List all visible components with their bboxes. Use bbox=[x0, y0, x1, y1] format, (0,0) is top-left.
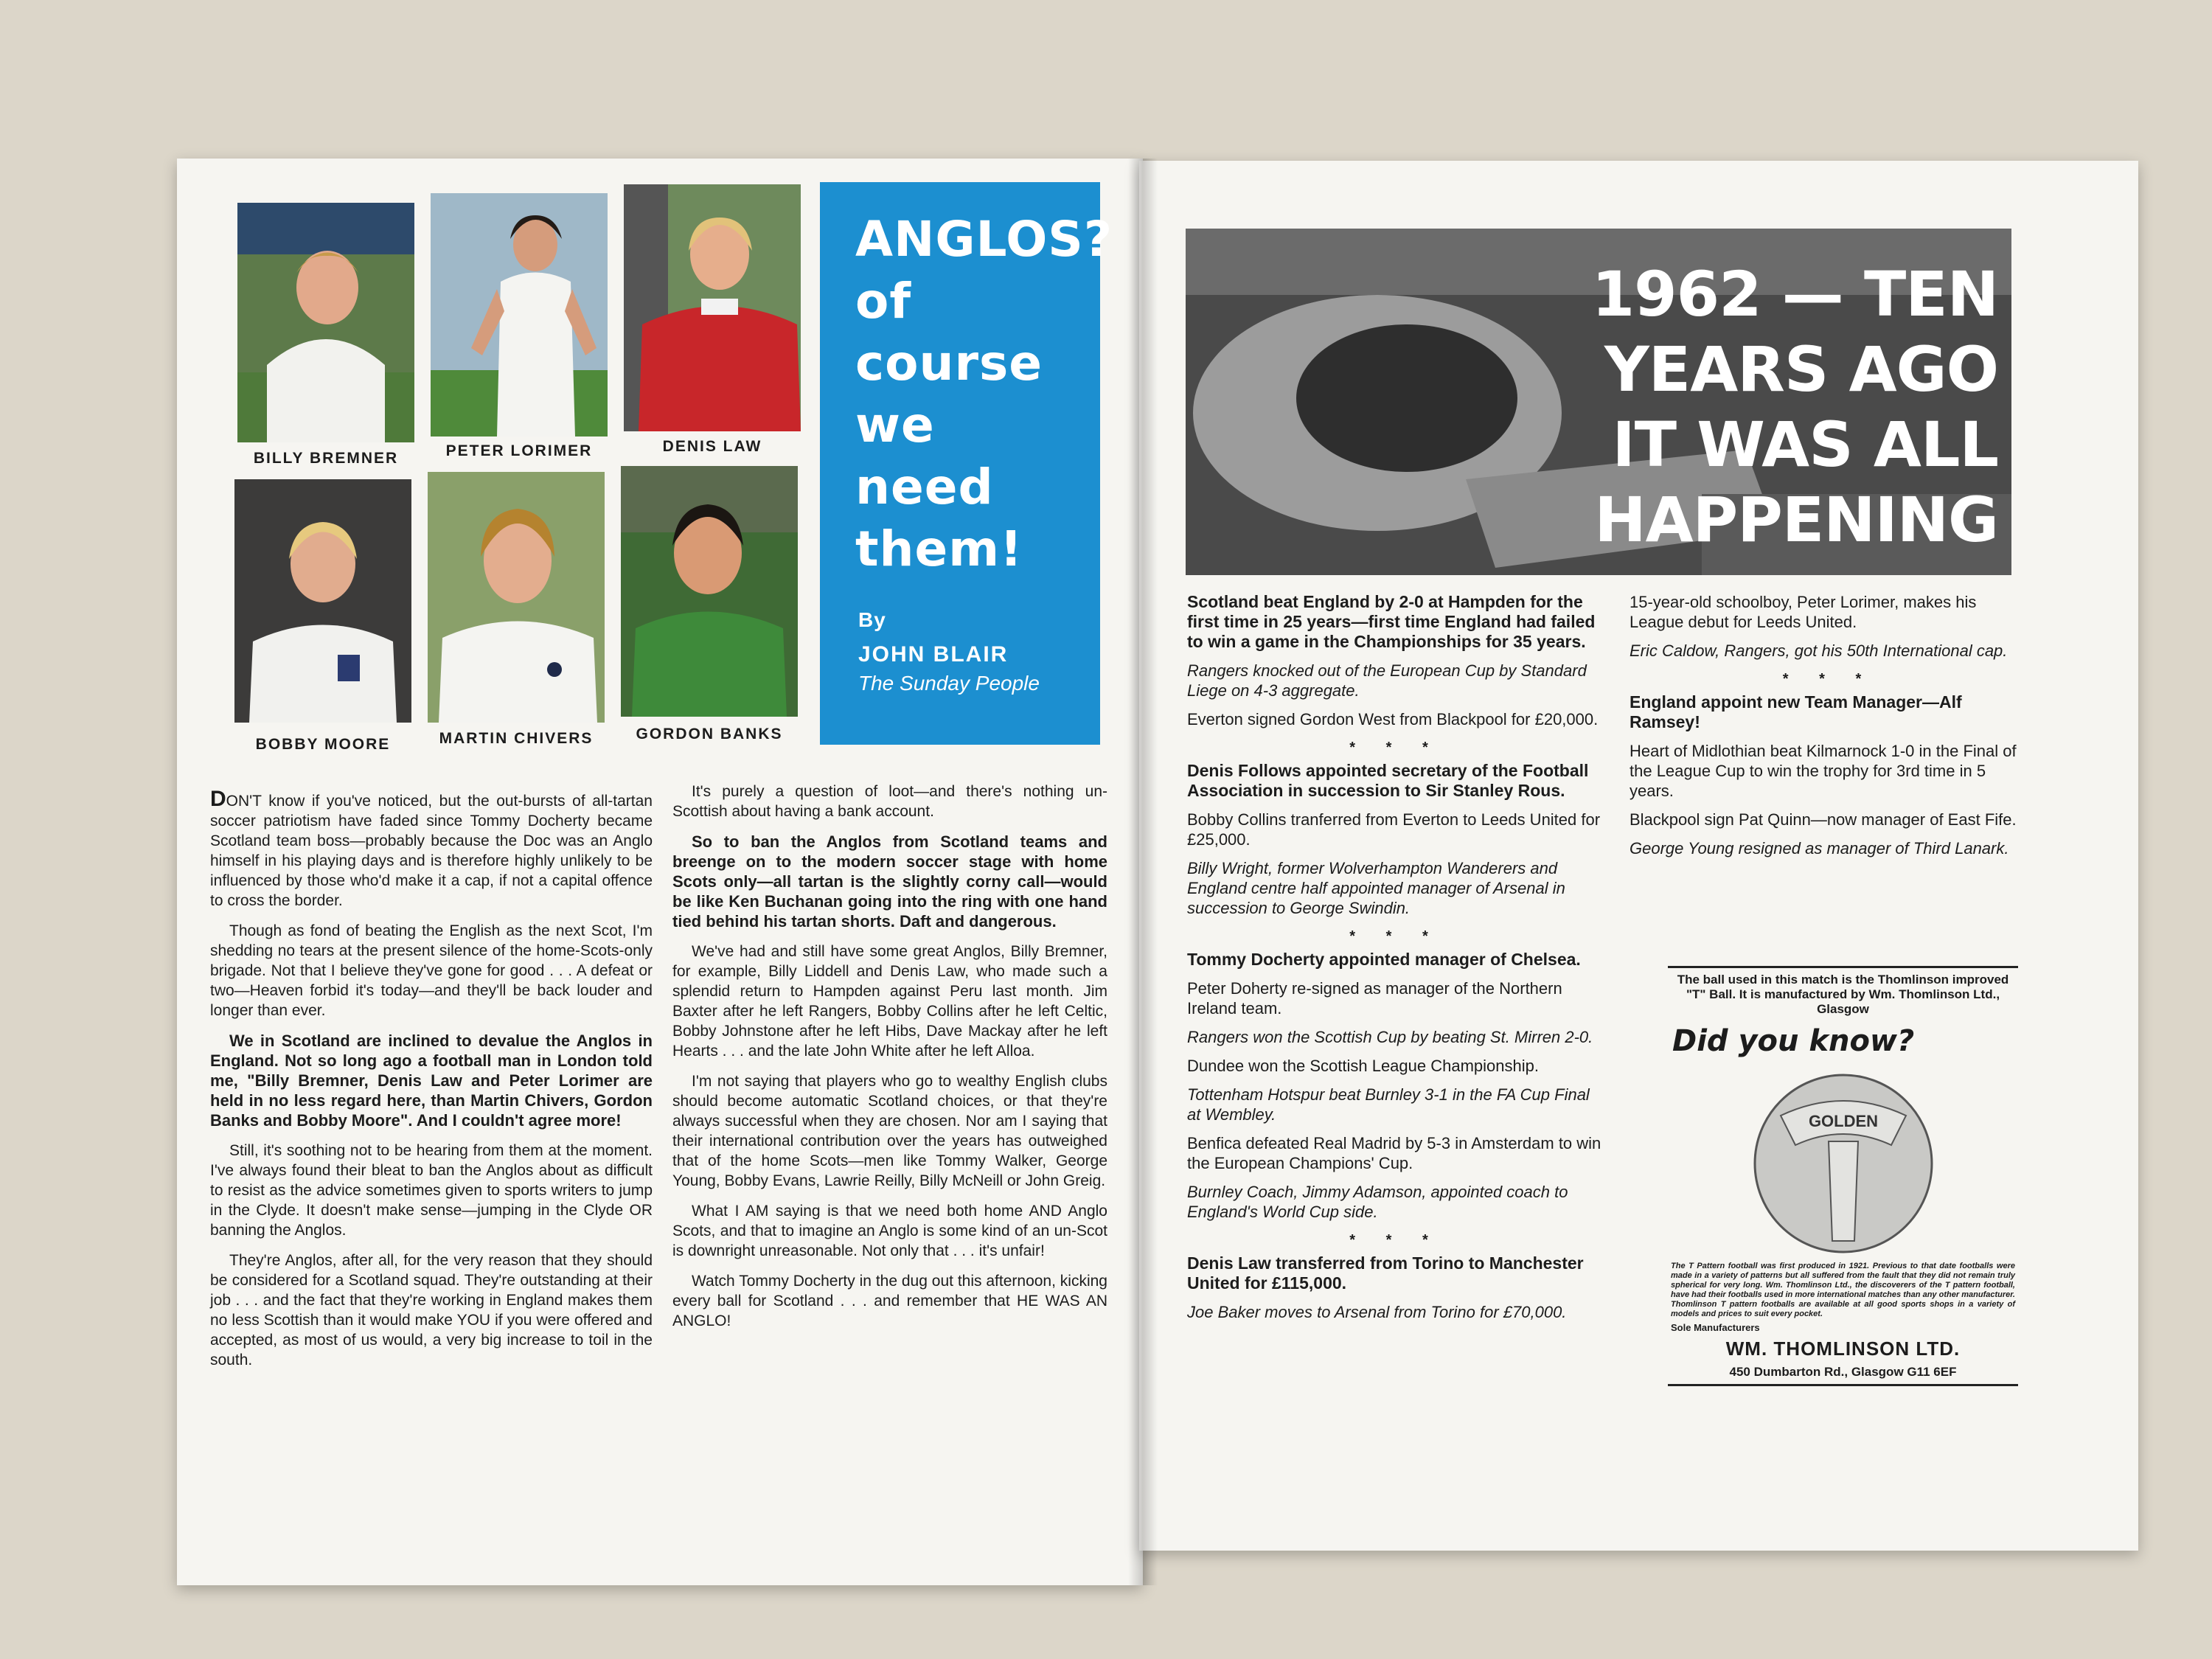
event-item: Tottenham Hotspur beat Burnley 3-1 in the FA Cup Final at Wembley. bbox=[1187, 1085, 1590, 1124]
event-item: Scotland beat England by 2-0 at Hampden for the first time in 25 years—first time England had failed to win a game in the Championships for 35 years. bbox=[1187, 592, 1596, 651]
ad-headline: Did you know? bbox=[1672, 1024, 1915, 1058]
paragraph: DON'T know if you've noticed, but the out-bursts of all-tartan soccer patriotism have faded since Tommy Docherty became Scotland team boss—probably because the Doc was an Anglo himself in his playing days and is therefore highly unlikely to be influenced by those who'd make it a cap, if not a capital offence to cross the border. bbox=[210, 787, 653, 909]
paragraph: We've had and still have some great Anglos, Billy Bremner, for example, Billy Liddell and Denis Law, who made such a splendid return to Hampden against Peru last month. Jim Baxter after he left Rangers, Bobby Collins after he left Celtic, Bobby Johnstone after he left Hibs, Dave Mackay after he left Hearts . . . and the late John White after he left Alloa. bbox=[672, 943, 1107, 1060]
article-column-1 bbox=[210, 789, 653, 1380]
paragraph-bold: So to ban the Anglos from Scotland teams and breenge on to the modern soccer stage with home Scots only—all tartan is the slightly corny call—would be like Ken Buchanan going into the ring with one hand tied behind his tartan shorts. Daft and dangerous. bbox=[672, 832, 1107, 931]
caption-billy-bremner: BILLY BREMNER bbox=[253, 450, 399, 467]
separator-stars: * * * bbox=[1349, 740, 1441, 756]
photo-billy-bremner bbox=[237, 203, 414, 442]
event-item: Heart of Midlothian beat Kilmarnock 1-0 in the Final of the League Cup to win the trophy for 3rd time in 5 years. bbox=[1630, 742, 2017, 800]
article-title-panel bbox=[820, 182, 1113, 745]
caption-martin-chivers: MARTIN CHIVERS bbox=[439, 730, 594, 747]
event-item: Rangers knocked out of the European Cup by Standard Liege on 4-3 aggregate. bbox=[1187, 661, 1587, 700]
ad-address: 450 Dumbarton Rd., Glasgow G11 6EF bbox=[1668, 1365, 2018, 1386]
drop-cap: D bbox=[210, 787, 226, 811]
event-item: Benfica defeated Real Madrid by 5-3 in Amsterdam to win the European Champions' Cup. bbox=[1187, 1134, 1601, 1172]
football-advertisement bbox=[1668, 966, 2018, 1445]
paragraph: They're Anglos, after all, for the very reason that they should be considered for a Scotland squad. They're outstanding at their job . . . and the fact that they're working in England makes them no less Scottish than it would make YOU if you were offered and accepted, as most of us would, a very big increase to toil in the south. bbox=[210, 1252, 653, 1368]
paragraph: Though as fond of beating the English as the next Scot, I'm shedding no tears at the present silence of the home-Scots-only brigade. Not that I believe they've gone for good . . . A defeat or two—Heaven forbid it's today—and they'll be back louder and longer than ever. bbox=[210, 922, 653, 1019]
event-item: 15-year-old schoolboy, Peter Lorimer, makes his League debut for Leeds United. bbox=[1630, 593, 1977, 631]
event-item: Everton signed Gordon West from Blackpool for £20,000. bbox=[1187, 710, 1599, 728]
event-item: Bobby Collins tranferred from Everton to Leeds United for £25,000. bbox=[1187, 810, 1601, 849]
paragraph: Still, it's soothing not to be hearing from them at the moment. I've always found their bleat to ban the Anglos about as difficult to resist as the advice sometimes given to sports writers to jump in the Clyde. It doesn't make sense—jumping in the Clyde OR banning the Anglos. bbox=[210, 1142, 653, 1239]
caption-bobby-moore: BOBBY MOORE bbox=[255, 736, 391, 753]
event-item: Dundee won the Scottish League Championship. bbox=[1187, 1057, 1539, 1075]
event-item: Billy Wright, former Wolverhampton Wanderers and England centre half appointed manager of Arsenal in succession to George Swindin. bbox=[1187, 859, 1565, 917]
ad-body: The T Pattern football was first produced in 1921. Previous to that date footballs were made in a variety of patterns but all suffered from the fault that they did not remain truly spherical for very long. Wm. Thomlinson Ltd., the discoverers of the T pattern football, have had their footballs used in more international matches than any other manufacturer. Thomlinson T pattern footballs are available at all good sports shops in a variety of models and prices to suit every pocket. bbox=[1671, 1262, 2015, 1318]
article-column-2 bbox=[672, 782, 1107, 1341]
photo-bobby-moore bbox=[234, 479, 411, 723]
event-item: Blackpool sign Pat Quinn—now manager of East Fife. bbox=[1630, 810, 2017, 829]
event-item: George Young resigned as manager of Third Lanark. bbox=[1630, 839, 2009, 858]
separator-stars: * * * bbox=[1349, 928, 1441, 945]
caption-gordon-banks: GORDON BANKS bbox=[636, 726, 783, 742]
event-item: Tommy Docherty appointed manager of Chelsea. bbox=[1187, 950, 1581, 969]
ball-brand-text: GOLDEN bbox=[1808, 1112, 1878, 1130]
author-name: JOHN BLAIR bbox=[858, 642, 1009, 667]
photo-peter-lorimer bbox=[431, 193, 608, 437]
ad-manufacturer: WM. THOMLINSON LTD. bbox=[1725, 1338, 1961, 1360]
paragraph-bold: We in Scotland are inclined to devalue the Anglos in England. Not so long ago a football man in London told me, "Billy Bremner, Denis Law and Peter Lorimer are held in no less regard here, than Martin Chivers, Gordon Banks and Bobby Moore". And I couldn't agree more! bbox=[210, 1032, 653, 1130]
feature-title: 1962 — TEN YEARS AGO IT WAS ALL HAPPENING bbox=[1591, 258, 1998, 556]
caption-peter-lorimer: PETER LORIMER bbox=[445, 442, 593, 459]
publication-name: The Sunday People bbox=[858, 672, 1040, 695]
events-column-1 bbox=[1187, 592, 1604, 1331]
events-column-2 bbox=[1630, 592, 2028, 867]
event-item: Denis Follows appointed secretary of the Football Association in succession to Sir Stanley Rous. bbox=[1187, 761, 1589, 800]
event-item: Joe Baker moves to Arsenal from Torino for £70,000. bbox=[1187, 1303, 1567, 1321]
paragraph: Watch Tommy Docherty in the dug out this afternoon, kicking every ball for Scotland . . . and remember that HE WAS AN ANGLO! bbox=[672, 1273, 1107, 1329]
ad-sole-label: Sole Manufacturers bbox=[1671, 1322, 1760, 1333]
photo-martin-chivers bbox=[428, 472, 605, 723]
event-item: Rangers won the Scottish Cup by beating St. Mirren 2-0. bbox=[1187, 1028, 1593, 1046]
ad-intro: The ball used in this match is the Thomlinson improved "T" Ball. It is manufactured by Wm. Thomlinson Ltd., Glasgow bbox=[1668, 966, 2018, 1017]
book-gutter bbox=[1128, 159, 1158, 1585]
event-item: Eric Caldow, Rangers, got his 50th International cap. bbox=[1630, 641, 2008, 660]
byline: By bbox=[858, 608, 886, 631]
article-title: ANGLOS? of course we need them! bbox=[855, 211, 1113, 577]
caption-denis-law: DENIS LAW bbox=[662, 438, 762, 455]
event-item: England appoint new Team Manager—Alf Ramsey! bbox=[1630, 692, 1962, 731]
separator-stars: * * * bbox=[1349, 1232, 1441, 1248]
event-item: Peter Doherty re-signed as manager of the Northern Ireland team. bbox=[1187, 979, 1562, 1018]
event-item: Denis Law transferred from Torino to Manchester United for £115,000. bbox=[1187, 1253, 1584, 1293]
paragraph: I'm not saying that players who go to wealthy English clubs should become automatic Scotland choices, or that they're always successful when they are chosen. Nor am I saying that their international contribution over the years has outweighed that of the home Scots—men like Tommy Walker, George Young, Bobby Evans, Lawrie Reilly, Billy McNeill or John Greig. bbox=[672, 1073, 1107, 1189]
photo-gordon-banks bbox=[621, 466, 798, 717]
paragraph: It's purely a question of loot—and there's nothing un-Scottish about having a bank account. bbox=[672, 783, 1107, 820]
separator-stars: * * * bbox=[1782, 671, 1875, 687]
paragraph: What I AM saying is that we need both home AND Anglo Scots, and that to imagine an Anglo is some kind of an un-Scot is downright unreasonable. Not only that . . . it's unfair! bbox=[672, 1203, 1107, 1259]
football-image bbox=[1751, 1071, 1935, 1256]
event-item: Burnley Coach, Jimmy Adamson, appointed coach to England's World Cup side. bbox=[1187, 1183, 1568, 1221]
photo-denis-law bbox=[624, 184, 801, 431]
